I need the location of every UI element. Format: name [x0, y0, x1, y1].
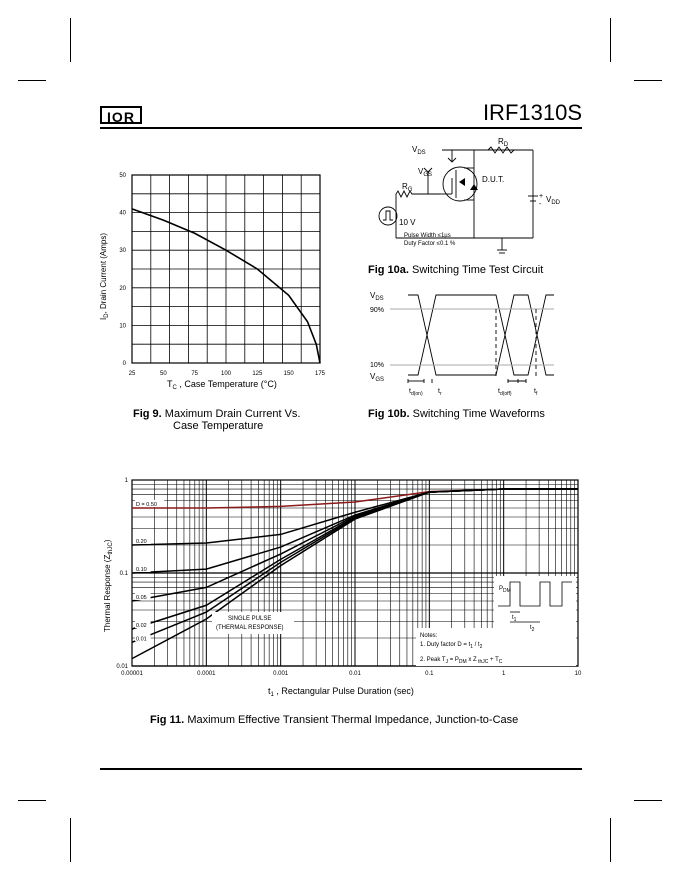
fig9-xtick: 150: [283, 371, 294, 377]
crop-mark: [70, 818, 71, 862]
fig11-xtick: 0.00001: [121, 671, 143, 677]
crop-mark: [70, 18, 71, 62]
fig11-chart: [96, 472, 586, 702]
crop-mark: [610, 18, 611, 62]
fig9-xtick: 25: [128, 371, 136, 377]
fig11-series-label: 0.05: [136, 594, 147, 601]
fig11-series-label: 0.20: [136, 539, 147, 546]
fig9-ytick: 50: [119, 173, 126, 179]
fig11-xtick: 0.1: [425, 671, 434, 677]
fig9-chart: [90, 165, 340, 395]
fig10a-vgs: $V_{GS}$: [418, 167, 433, 178]
fig11-x-ticks: [121, 671, 582, 677]
fig9-grid: [132, 175, 320, 363]
fig11-series-label: 0.02: [136, 622, 147, 629]
fig10a-vdd: $V_{DD}$: [546, 195, 561, 206]
fig11-pulse-diagram-bg: [494, 576, 576, 628]
fig9-xtick: 100: [220, 371, 232, 377]
fig11-y-ticks: [116, 478, 128, 670]
fig9-y-ticks: [119, 173, 126, 367]
fig11-ylabel: Thermal Response $(Z_{thJC})$: [103, 539, 114, 632]
fig10b-10pct: 10%: [370, 362, 385, 369]
fig10b-90pct: 90%: [370, 307, 385, 314]
fig11-xtick: 0.001: [273, 671, 289, 677]
fig10b-tdon: $t_{d(on)}$: [409, 388, 423, 397]
fig9-ytick: 40: [119, 210, 126, 217]
fig10b-vds: $V_{DS}$: [370, 291, 384, 302]
fig10a-duty-factor: Duty Factor ≤0.1 %: [404, 241, 456, 247]
fig9-xlabel: $T_C$ , Case Temperature (°C): [167, 379, 277, 391]
crop-mark: [18, 80, 46, 81]
fig11-note2: 2. Peak $T_J = P_{DM}$ x Z $_{thJC} + T_C$: [420, 657, 503, 665]
fig10a-pulse-width: Pulse Width ≤1µs: [404, 233, 451, 239]
fig10b-tf: $t_f$: [534, 388, 538, 397]
fig10a-body-arrow: [459, 178, 465, 186]
fig11-xtick: 0.01: [349, 671, 361, 677]
fig9-ytick: 30: [119, 248, 126, 255]
footer-rule: [100, 768, 582, 770]
fig9-xtick: 75: [191, 371, 199, 377]
fig11-t1: $t_1$: [512, 615, 517, 623]
fig11-series-label: D = 0.50: [136, 501, 157, 508]
fig9-ytick: 10: [119, 323, 126, 330]
fig9-xtick: 175: [314, 371, 326, 377]
fig11-xtick: 1: [501, 671, 506, 677]
fig11-t2: $t_2$: [530, 625, 535, 633]
fig9-caption: Fig 9. Maximum Drain Current Vs. Case Temperature: [133, 408, 301, 432]
fig11-series-label: 0.10: [136, 567, 147, 573]
fig9-x-ticks: [129, 371, 326, 377]
fig10a-plus: +: [539, 193, 544, 200]
fig11-xtick: 10: [574, 671, 582, 677]
fig11-series-label: 0.01: [136, 636, 147, 643]
part-number: IRF1310S: [482, 100, 582, 125]
crop-mark: [18, 800, 46, 801]
fig11-ytick: 0.1: [119, 571, 128, 577]
fig11-single-pulse: SINGLE PULSE: [228, 616, 272, 622]
crop-mark: [634, 80, 662, 81]
fig11-ytick: 0.01: [116, 664, 128, 670]
fig11-caption: Fig 11. Maximum Effective Transient Thermal Impedance, Junction-to-Case: [150, 714, 519, 726]
fig9-ytick: 20: [119, 285, 126, 292]
fig10b-caption: Fig 10b. Switching Time Waveforms: [368, 408, 545, 420]
fig9-xtick: 50: [159, 371, 167, 377]
fig11-xlabel: $t_1$ , Rectangular Pulse Duration (sec): [268, 686, 414, 698]
fig10a-minus: -: [539, 201, 542, 208]
crop-mark: [634, 800, 662, 801]
fig11-note1: 1. Duty factor $D = t_1 / t_2$: [420, 642, 483, 650]
fig9-ytick: 0: [122, 361, 126, 367]
fig11-xtick: 0.0001: [197, 671, 216, 677]
fig9-ylabel: $I_D$, Drain Current (Amps): [99, 232, 110, 320]
fig9-xtick: 125: [252, 371, 263, 377]
fig10b-tdoff: $t_{d(off)}$: [498, 388, 512, 397]
fig10a-dut: D.U.T.: [482, 175, 505, 184]
fig10b-waveforms: [368, 287, 583, 402]
header-rule: [100, 127, 582, 129]
fig10a-vds: $V_{DS}$: [412, 145, 426, 156]
fig11-ytick: 1: [124, 478, 128, 484]
fig10a-10v: 10 V: [399, 218, 416, 227]
fig10a-circuit: [368, 138, 583, 260]
crop-mark: [610, 818, 611, 862]
fig10a-rg: $R_G$: [402, 182, 413, 193]
fig10b-vgs: $V_{GS}$: [370, 372, 385, 383]
fig10a-caption: Fig 10a. Switching Time Test Circuit: [368, 264, 544, 276]
fig11-thermal-response: (THERMAL RESPONSE): [216, 625, 284, 631]
fig10b-tr: $t_r$: [438, 388, 442, 397]
ir-logo: IOR: [100, 106, 142, 124]
fig11-notes-title: Notes:: [420, 633, 438, 639]
fig10a-rd: $R_D$: [498, 138, 509, 148]
fig11-pdm: $P_{DM}$: [499, 586, 511, 594]
